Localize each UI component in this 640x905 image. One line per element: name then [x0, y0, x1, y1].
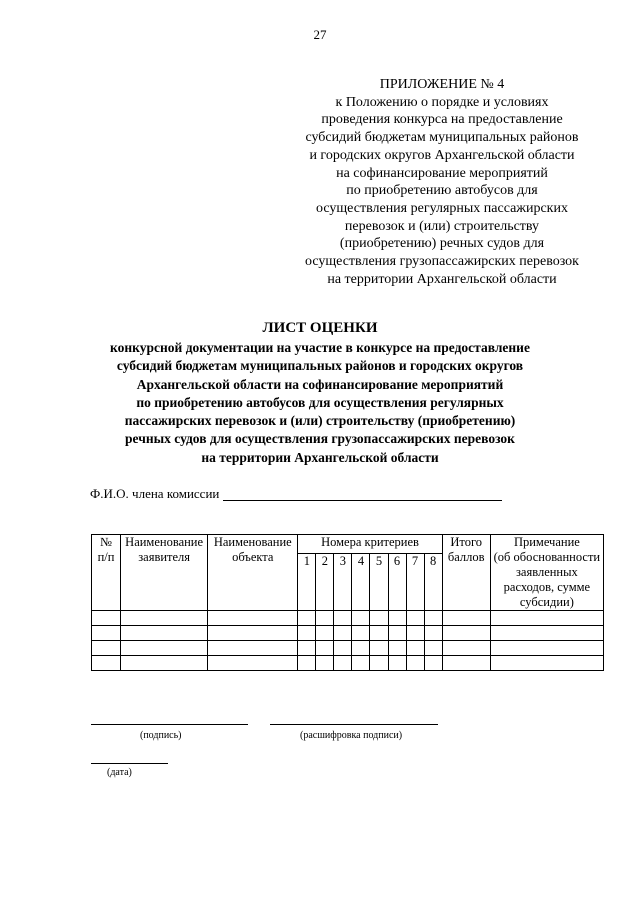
appendix-line: по приобретению автобусов для	[346, 183, 538, 199]
criterion-number: 4	[352, 554, 370, 611]
table-row	[92, 656, 604, 671]
appendix-line: осуществления грузопассажирских перевозок	[305, 254, 579, 270]
subtitle-line: по приобретению автобусов для осуществления регулярных	[136, 394, 504, 410]
sheet-subtitle	[60, 339, 580, 467]
appendix-line: проведения конкурса на предоставление	[321, 112, 563, 128]
subtitle-line: Архангельской области на софинансирование мероприятий	[136, 376, 504, 392]
criterion-number: 5	[370, 554, 388, 611]
commission-member-field[interactable]	[223, 500, 502, 501]
appendix-line: к Положению о порядке и условиях	[335, 94, 549, 110]
table-row	[92, 611, 604, 626]
header-applicant: Наименование заявителя	[121, 535, 208, 611]
appendix-line: (приобретению) речных судов для	[339, 236, 545, 252]
appendix-header	[272, 76, 612, 288]
signature-decryption-label: (расшифровка подписи)	[300, 730, 403, 741]
table-row	[92, 626, 604, 641]
subtitle-line: речных судов для осуществления грузопассажирских перевозок	[125, 431, 515, 447]
sheet-title: ЛИСТ ОЦЕНКИ	[262, 320, 378, 336]
appendix-line: на софинансирование мероприятий	[336, 165, 548, 181]
subtitle-line: на территории Архангельской области	[201, 449, 439, 465]
criterion-number: 8	[424, 554, 442, 611]
criterion-number: 1	[298, 554, 316, 611]
header-criteria: Номера критериев	[298, 535, 442, 554]
subtitle-line: субсидий бюджетам муниципальных районов и городских округов	[116, 358, 524, 374]
criterion-number: 6	[388, 554, 406, 611]
criterion-number: 2	[316, 554, 334, 611]
appendix-line: и городских округов Архангельской области	[309, 147, 575, 163]
appendix-title: ПРИЛОЖЕНИЕ № 4	[379, 77, 505, 92]
evaluation-table	[91, 534, 604, 671]
signature-decryption-line[interactable]	[270, 724, 438, 725]
signature-label: (подпись)	[140, 730, 182, 741]
table-row	[92, 641, 604, 656]
criterion-number: 3	[334, 554, 352, 611]
criterion-number: 7	[406, 554, 424, 611]
appendix-line: на территории Архангельской области	[327, 271, 557, 287]
signature-line[interactable]	[91, 724, 248, 725]
date-line[interactable]	[91, 763, 168, 764]
appendix-line: перевозок и (или) строительству	[344, 218, 540, 234]
header-object: Наименование объекта	[208, 535, 298, 611]
header-note: Примечание (об обоснованности заявленных расходов, сумме субсидии)	[490, 535, 603, 611]
page-number: 27	[313, 27, 327, 42]
date-label: (дата)	[107, 767, 132, 778]
commission-member-label: Ф.И.О. члена комиссии	[90, 486, 220, 501]
header-total: Итого баллов	[442, 535, 490, 611]
subtitle-line: конкурсной документации на участие в конкурсе на предоставление	[110, 340, 530, 355]
header-number: № п/п	[92, 535, 121, 611]
appendix-line: осуществления регулярных пассажирских	[316, 200, 568, 216]
appendix-line: субсидий бюджетам муниципальных районов	[305, 130, 579, 146]
subtitle-line: пассажирских перевозок и (или) строительству (приобретению)	[124, 413, 516, 429]
